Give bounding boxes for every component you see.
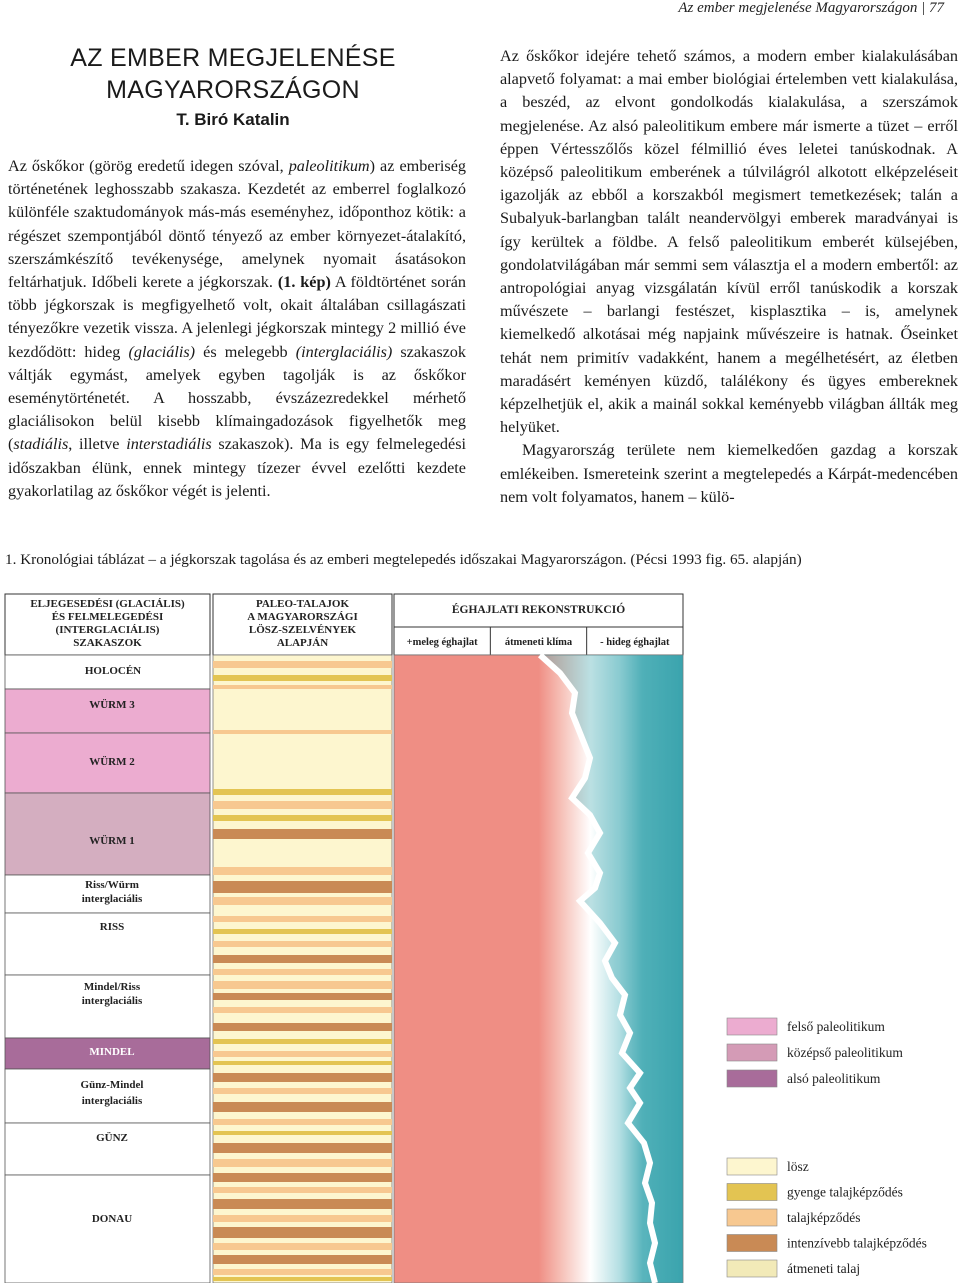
- left-text-run: , illetve: [68, 435, 127, 454]
- right-paragraph-1: Az őskőkor idejére tehető számos, a modern ember kialakulásában alapvető folyamat: a mai ember biológiai értelemben vett kialakulása, a beszéd, az elvont gondolkodás kialakulása, a szerszámok megjelenése. Az alsó paleolitikum embere már ismerte a tüzet – erről éppen Vértesszőlős közel félmillió éves leletei tanúskodnak. A középső paleolitikum emberének a túlvilágról alkotott elképzeléseit igazolják az ebből a korszakból megismert temetkezések; talán a Subalyuk-barlangban talált neandervölgyi emberek maradványai is így kerültek a földbe. A felső paleolitikum emberét külsejében, gondolatvilágában már semmi sem választja el a modern embertől: az antropológiai anyag vizsgálatán kívül erről tanúskodik a korszak művészete – barlangi festészet, kisplasztika – is, amelynek kiemelkedő alkotásai még napjaink művészeire is hatnak. Őseinket tehát nem primitív vadakként, hanem a megélhetésért, az életben maradásért keményen küzdő, találékony és ügyes embereknek képzelhetjük el, akik a mainál sokkal keményebb világban állták meg helyüket.: [500, 47, 958, 437]
- legend-swatch-period: [727, 1044, 777, 1061]
- soil-band: [213, 881, 392, 893]
- left-text-run: ) az emberiség történetének leghosszabb szakasza. Kezdetét az emberrel foglalkozó különféle szaktudományok más-más eseményhez, időponthoz kötik: a régészet szempontjából döntő tényező az ember környezet-átalakító, szerszámkészítő tevékenysége, amelynek nyomait ásatásokon feltárhatjuk. Időbeli kerete a jégkorszak.: [8, 157, 466, 292]
- left-text-run: A földtörténet során több jégkorszak is megfigyelhető volt, okait általában csillagászati tényezőkre vezetik vissza. A jelenlegi jégkorszak mintegy 2 millió éve kezdődött: hideg: [8, 273, 467, 361]
- period-label: Günz-Mindel: [80, 1079, 144, 1091]
- legend-swatch-period: [727, 1070, 777, 1087]
- period-label: Riss/Würm: [85, 879, 139, 891]
- soil-band: [213, 941, 392, 947]
- soil-band: [213, 1073, 392, 1082]
- soil-band: [213, 916, 392, 922]
- soil-band: [213, 1243, 392, 1250]
- period-label: interglaciális: [81, 995, 143, 1007]
- left-text-run: (interglaciális): [295, 342, 393, 361]
- legend-label-soil: intenzívebb talajképződés: [787, 1235, 927, 1251]
- soil-band: [213, 661, 392, 668]
- soil-band: [213, 981, 392, 989]
- period-label: interglaciális: [81, 893, 143, 905]
- article-title: AZ EMBER MEGJELENÉSE MAGYARORSZÁGON: [70, 44, 396, 104]
- header-climate-sub: +meleg éghajlat: [406, 637, 478, 648]
- left-text-run: Az őskőkor (görög eredetű idegen szóval,: [8, 157, 289, 175]
- soil-band: [213, 1039, 392, 1044]
- header-soils-line: ALAPJÁN: [276, 637, 329, 649]
- period-label: RISS: [99, 921, 125, 933]
- soil-band: [213, 1269, 392, 1275]
- period-band: [5, 1175, 210, 1283]
- legend-label-period: középső paleolitikum: [787, 1045, 903, 1060]
- header-soils-line: LÖSZ-SZELVÉNYEK: [248, 624, 357, 636]
- left-text-run: (glaciális): [128, 342, 196, 361]
- soil-band: [213, 1187, 392, 1193]
- period-label: HOLOCÉN: [84, 665, 142, 677]
- soil-band: [213, 897, 392, 905]
- legend-label-period: alsó paleolitikum: [787, 1071, 881, 1086]
- soil-band: [213, 1255, 392, 1264]
- soil-band: [213, 955, 392, 963]
- soil-band: [213, 730, 392, 734]
- soil-band: [213, 1173, 392, 1182]
- running-head: Az ember megjelenése Magyarországon | 77: [678, 0, 944, 16]
- left-text-run: interstadiális: [126, 435, 212, 454]
- soil-band: [213, 993, 392, 1000]
- soil-band: [213, 1215, 392, 1222]
- header-periods-line: (INTERGLACIÁLIS): [55, 624, 160, 636]
- left-column: [8, 155, 466, 503]
- figure-caption: 1. Kronológiai táblázat – a jégkorszak tagolása és az emberi megtelepedés időszakai Magyarországon. (Pécsi 1993 fig. 65. alapján): [5, 551, 802, 568]
- left-text-run: szakaszok). Ma is egy felmelegedési időszakban élünk, ennek mintegy tízezer évvel ezelőtti kezdete gyakorlatilag az őskőkor végét is jelenti.: [8, 435, 466, 500]
- period-band: [5, 793, 210, 875]
- left-text-run: (1. kép): [277, 273, 331, 292]
- soil-band: [213, 675, 392, 681]
- left-paragraph: [8, 155, 466, 503]
- right-column: [500, 45, 958, 509]
- header-periods-line: ELJEGESEDÉSI (GLACIÁLIS): [30, 598, 185, 610]
- header-climate-sub: - hideg éghajlat: [600, 637, 670, 648]
- legend-label-soil: talajképződés: [787, 1210, 861, 1225]
- right-paragraph-2: Magyarország területe nem kiemelkedően gazdag a korszak emlékeiben. Ismereteink szerint a megtelepedés a Kárpát-medencében nem volt folyamatos, hanem – külö-: [500, 441, 958, 506]
- header-soils-line: PALEO-TALAJOK: [255, 598, 350, 610]
- legend-swatch-soil: [727, 1184, 777, 1201]
- period-label: MINDEL: [89, 1046, 135, 1058]
- soil-band: [213, 1051, 392, 1057]
- left-text-run: stadiális: [13, 435, 69, 454]
- soil-band: [213, 1007, 392, 1013]
- soil-band: [213, 1227, 392, 1238]
- period-label: WÜRM 3: [89, 699, 135, 711]
- left-text-run: és melegebb: [195, 342, 296, 361]
- legend-swatch-soil: [727, 1260, 777, 1277]
- legend-swatch-period: [727, 1018, 777, 1035]
- period-label: WÜRM 1: [89, 835, 135, 847]
- soil-band: [213, 829, 392, 839]
- soil-band: [213, 815, 392, 821]
- soil-band: [213, 685, 392, 689]
- header-climate-title: ÉGHAJLATI REKONSTRUKCIÓ: [451, 604, 626, 616]
- header-soils-line: A MAGYARORSZÁGI: [247, 611, 358, 623]
- soil-band: [213, 1159, 392, 1167]
- legend-label-period: felső paleolitikum: [787, 1019, 885, 1034]
- period-label: interglaciális: [81, 1095, 143, 1107]
- period-band: [5, 1123, 210, 1175]
- soil-band: [213, 801, 392, 809]
- soil-band: [213, 969, 392, 975]
- soil-band: [213, 929, 392, 934]
- header-climate-sub: átmeneti klíma: [504, 637, 573, 648]
- header-periods-line: ÉS FELMELEGEDÉSI: [51, 611, 164, 623]
- period-label: DONAU: [91, 1213, 133, 1225]
- chronology-figure: [0, 583, 960, 1283]
- period-label: Mindel/Riss: [83, 981, 141, 993]
- left-text-run: paleolitikum: [288, 157, 370, 175]
- period-label: WÜRM 2: [89, 756, 135, 768]
- legend-label-soil: átmeneti talaj: [787, 1261, 861, 1276]
- soil-band: [213, 1061, 392, 1065]
- article-author: T. Biró Katalin: [176, 110, 290, 129]
- soil-band: [213, 1023, 392, 1031]
- legend-label-soil: gyenge talajképződés: [787, 1184, 903, 1200]
- soil-band: [213, 1277, 392, 1281]
- left-text-run: szakaszok váltják egymást, amelyek egyben tagolják is az őskőkor eseménytörténetét. A hosszabb, évszázezredekkel mérhető glaciálisokon belül kisebb klímaingadozások figyelhetők meg (: [8, 342, 466, 454]
- soil-band: [213, 1199, 392, 1209]
- soil-band: [213, 1143, 392, 1153]
- soil-band: [213, 1102, 392, 1112]
- legend-swatch-soil: [727, 1209, 777, 1226]
- soil-band: [213, 1131, 392, 1135]
- period-label: GÜNZ: [96, 1132, 128, 1144]
- legend-swatch-soil: [727, 1158, 777, 1175]
- legend-label-soil: lösz: [787, 1159, 809, 1174]
- legend-swatch-soil: [727, 1235, 777, 1252]
- period-band: [5, 689, 210, 733]
- soil-band: [213, 789, 392, 795]
- header-periods-line: SZAKASZOK: [73, 637, 142, 649]
- soil-band: [213, 1088, 392, 1094]
- soil-band: [213, 867, 392, 875]
- soil-band: [213, 1119, 392, 1125]
